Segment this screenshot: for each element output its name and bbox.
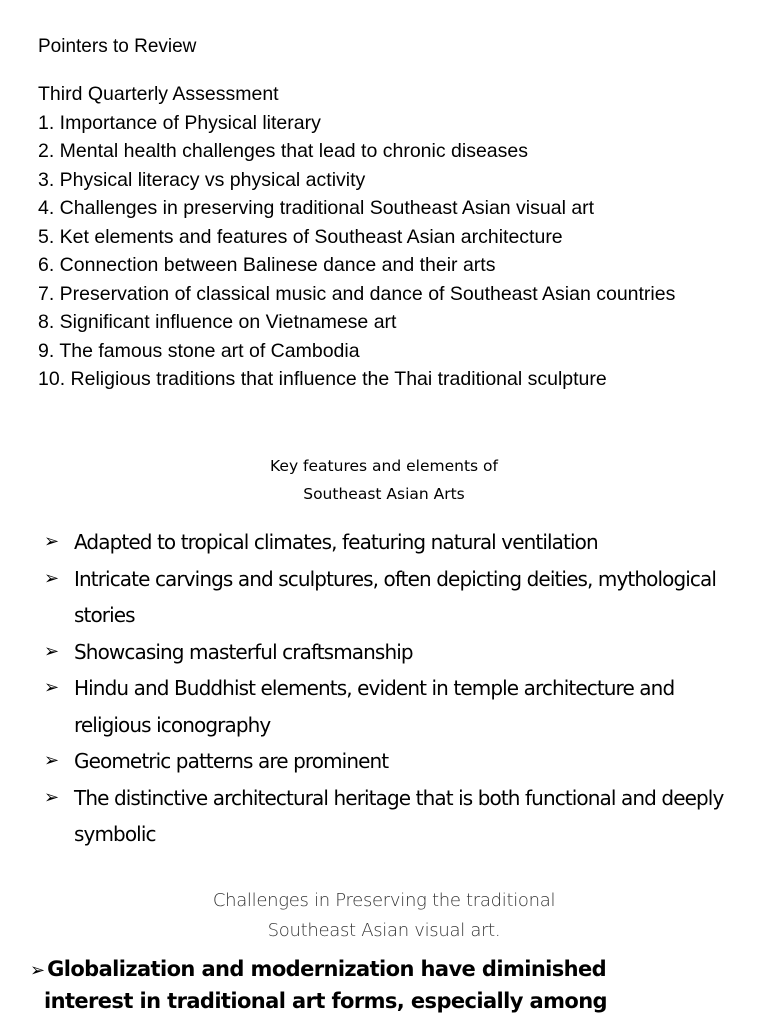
assessment-item: 3. Physical literacy vs physical activity <box>38 168 366 191</box>
arrow-bullet-icon: ➢ <box>44 640 60 662</box>
key-feature-item <box>44 780 744 853</box>
assessment-section <box>38 80 763 394</box>
challenge-item <box>30 954 730 1016</box>
key-feature-text: Hindu and Buddhist elements, evident in temple architecture and religious iconography <box>74 676 675 737</box>
key-feature-item <box>44 670 744 743</box>
arrow-bullet-icon: ➢ <box>44 677 60 698</box>
assessment-item: 9. The famous stone art of Cambodia <box>38 339 360 362</box>
key-features-heading-line2: Southeast Asian Arts <box>303 485 465 503</box>
assessment-title: Third Quarterly Assessment <box>38 83 279 105</box>
assessment-item: 1. Importance of Physical literary <box>38 111 321 134</box>
arrow-bullet-icon: ➢ <box>44 786 60 808</box>
challenge-text-line1: Globalization and modernization have diminished <box>47 957 607 981</box>
challenges-heading-line2: Southeast Asian visual art. <box>267 920 501 941</box>
challenge-item-line1 <box>30 954 730 986</box>
challenges-heading-line1: Challenges in Preserving the traditional <box>212 890 556 911</box>
key-feature-item <box>44 561 744 634</box>
key-features-heading-line1: Key features and elements of <box>270 457 498 475</box>
key-feature-text: The distinctive architectural heritage that is both functional and deeply symbolic <box>74 785 724 846</box>
key-features-heading <box>0 452 768 508</box>
assessment-item: 8. Significant influence on Vietnamese art <box>38 311 397 333</box>
key-feature-text: Intricate carvings and sculptures, often depicting deities, mythological stories <box>74 566 717 627</box>
assessment-item: 10. Religious traditions that influence the Thai traditional sculpture <box>38 368 607 390</box>
key-feature-text: Adapted to tropical climates, featuring natural ventilation <box>74 530 598 554</box>
key-feature-text: Showcasing masterful craftsmanship <box>74 639 413 664</box>
arrow-bullet-icon: ➢ <box>44 750 60 771</box>
arrow-bullet-icon: ➢ <box>44 531 60 552</box>
key-features-list <box>44 524 744 853</box>
assessment-item: 4. Challenges in preserving traditional Southeast Asian visual art <box>38 197 595 219</box>
assessment-list <box>38 109 763 394</box>
key-feature-item <box>44 634 744 671</box>
key-feature-item <box>44 743 744 780</box>
assessment-item: 2. Mental health challenges that lead to chronic diseases <box>38 140 528 162</box>
assessment-item: 5. Ket elements and features of Southeast Asian architecture <box>38 225 563 248</box>
challenges-heading <box>0 886 768 946</box>
key-feature-text: Geometric patterns are prominent <box>74 749 389 773</box>
page-title: Pointers to Review <box>38 36 197 57</box>
arrow-bullet-icon: ➢ <box>30 960 46 981</box>
challenge-item-line2: interest in traditional art forms, especially among <box>44 989 607 1013</box>
assessment-item: 7. Preservation of classical music and dance of Southeast Asian countries <box>38 282 676 305</box>
key-feature-item <box>44 524 744 561</box>
assessment-item: 6. Connection between Balinese dance and their arts <box>38 254 496 276</box>
arrow-bullet-icon: ➢ <box>44 567 60 589</box>
